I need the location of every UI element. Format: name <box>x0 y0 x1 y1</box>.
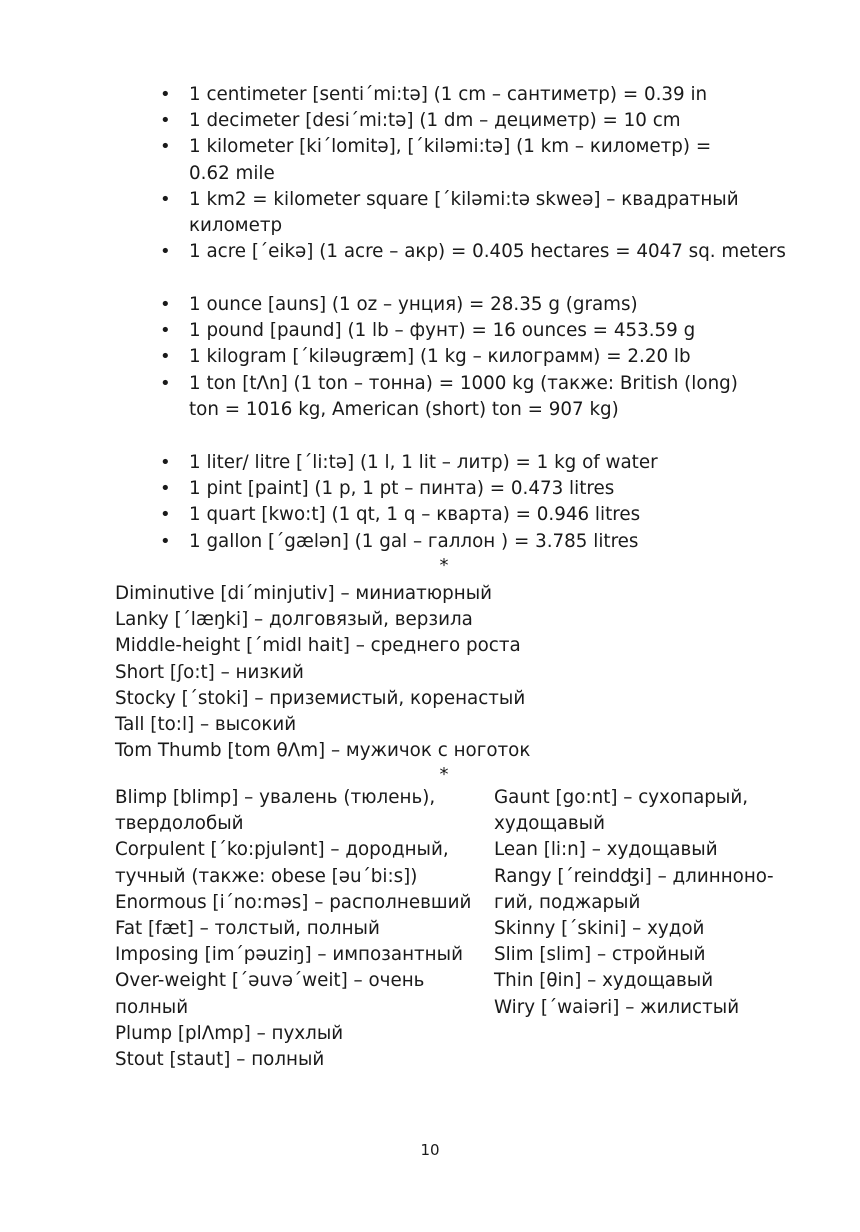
vocab-line: Over-weight [´əuvə´weit] – очень <box>115 970 425 992</box>
unit-text-line: ton = 1016 kg, American (short) ton = 907 kg) <box>189 398 619 420</box>
vocab-line: Wiry [´waiəri] – жилистый <box>494 996 740 1018</box>
vocab-line: Diminutive [di´minjutiv] – миниатюрный <box>115 583 493 604</box>
unit-text-line: километр <box>189 215 283 237</box>
vocab-line: Blimp [blimp] – увалень (тюлень), <box>115 787 436 808</box>
unit-item <box>160 134 800 186</box>
unit-text-line: • 1 decimeter [desi´mi:tə] (1 dm – дециметр) = 10 cm <box>189 110 681 132</box>
unit-text-line: • 1 ounce [auns] (1 oz – унция) = 28.35 g (grams) <box>189 294 638 315</box>
unit-text-line: • 1 pound [paund] (1 lb – фунт) = 16 ounces = 453.59 g <box>189 320 696 342</box>
vocab-line: Stout [staut] – полный <box>115 1049 325 1071</box>
unit-text-line: • 1 kilometer [ki´lomitə], [´kiləmi:tə] (1 km – километр) = <box>189 136 712 158</box>
vocab-line: Corpulent [´ko:pjulənt] – дородный, <box>115 839 449 861</box>
unit-text-line: • 1 quart [kwo:t] (1 qt, 1 q – кварта) = 0.946 litres <box>189 504 641 526</box>
unit-item <box>160 239 800 265</box>
unit-item <box>160 450 800 476</box>
unit-item <box>160 292 800 318</box>
unit-text-line: • 1 acre [´eikə] (1 acre – акр) = 0.405 hectares = 4047 sq. meters <box>189 241 786 263</box>
vocab-line: Tom Thumb [tom θΛm] – мужичок с ноготок <box>115 740 531 762</box>
vocab-line: Lean [li:n] – худощавый <box>494 839 718 861</box>
vocab-line: Gaunt [go:nt] – сухопарый, <box>494 787 749 808</box>
unit-text-line: • 1 liter/ litre [´li:tə] (1 l, 1 lit – литр) = 1 kg of water <box>189 452 658 473</box>
vocab-line: Skinny [´skini] – худой <box>494 918 705 940</box>
vocab-line: Enormous [i´no:məs] – располневший <box>115 891 472 913</box>
weight-units-list <box>160 292 800 423</box>
vocab-line: Plump [plΛmp] – пухлый <box>115 1022 344 1044</box>
vocab-line: тучный (также: obese [əu´bi:s]) <box>115 865 418 887</box>
unit-item <box>160 318 800 344</box>
volume-units-list <box>160 450 800 555</box>
unit-item <box>160 344 800 370</box>
unit-text-line: 0.62 mile <box>189 162 275 184</box>
unit-item <box>160 187 800 239</box>
height-vocabulary <box>115 581 530 764</box>
unit-text-line: • 1 gallon [´gælən] (1 gal – галлон ) = 3.785 litres <box>189 530 639 552</box>
length-units-list <box>160 82 800 265</box>
unit-text-line: • 1 km2 = kilometer square [´kiləmi:tə skweə] – квадратный <box>189 188 739 210</box>
unit-item <box>160 529 800 555</box>
vocab-line: полный <box>115 996 189 1018</box>
build-vocabulary-left-column <box>115 785 471 1073</box>
unit-text-line: • 1 pint [paint] (1 p, 1 pt – пинта) = 0.473 litres <box>189 478 615 500</box>
vocab-line: Middle-height [´midl hait] – среднего роста <box>115 635 521 657</box>
vocab-line: Thin [θin] – худощавый <box>494 970 714 992</box>
unit-item <box>160 371 800 423</box>
vocab-line: Lanky [´læŋki] – долговязый, верзила <box>115 609 473 631</box>
unit-item <box>160 108 800 134</box>
build-vocabulary-right-column <box>494 785 774 1021</box>
unit-item <box>160 82 800 108</box>
vocab-line: гий, поджарый <box>494 891 641 913</box>
vocab-line: Short [ʃo:t] – низкий <box>115 661 304 683</box>
vocab-line: Imposing [im´pəuziŋ] – импозантный <box>115 944 463 966</box>
vocab-line: худощавый <box>494 813 605 835</box>
vocab-line: Tall [to:l] – высокий <box>115 714 297 736</box>
unit-text-line: • 1 kilogram [´kiləugræm] (1 kg – килограмм) = 2.20 lb <box>189 346 691 368</box>
unit-text-line: • 1 centimeter [senti´mi:tə] (1 cm – сантиметр) = 0.39 in <box>189 84 708 105</box>
vocab-line: твердолобый <box>115 813 244 835</box>
section-separator: * <box>439 555 449 576</box>
vocab-line: Rangy [´reindʤi] – длинноно- <box>494 865 774 887</box>
unit-item <box>160 502 800 528</box>
unit-item <box>160 476 800 502</box>
unit-text-line: • 1 ton [tΛn] (1 ton – тонна) = 1000 kg (также: British (long) <box>189 372 738 394</box>
page-number: 10 <box>420 1141 440 1159</box>
vocab-line: Slim [slim] – стройный <box>494 944 706 966</box>
vocab-line: Stocky [´stoki] – приземистый, коренастый <box>115 687 526 709</box>
vocab-line: Fat [fæt] – толстый, полный <box>115 918 380 940</box>
section-separator: * <box>439 764 449 785</box>
